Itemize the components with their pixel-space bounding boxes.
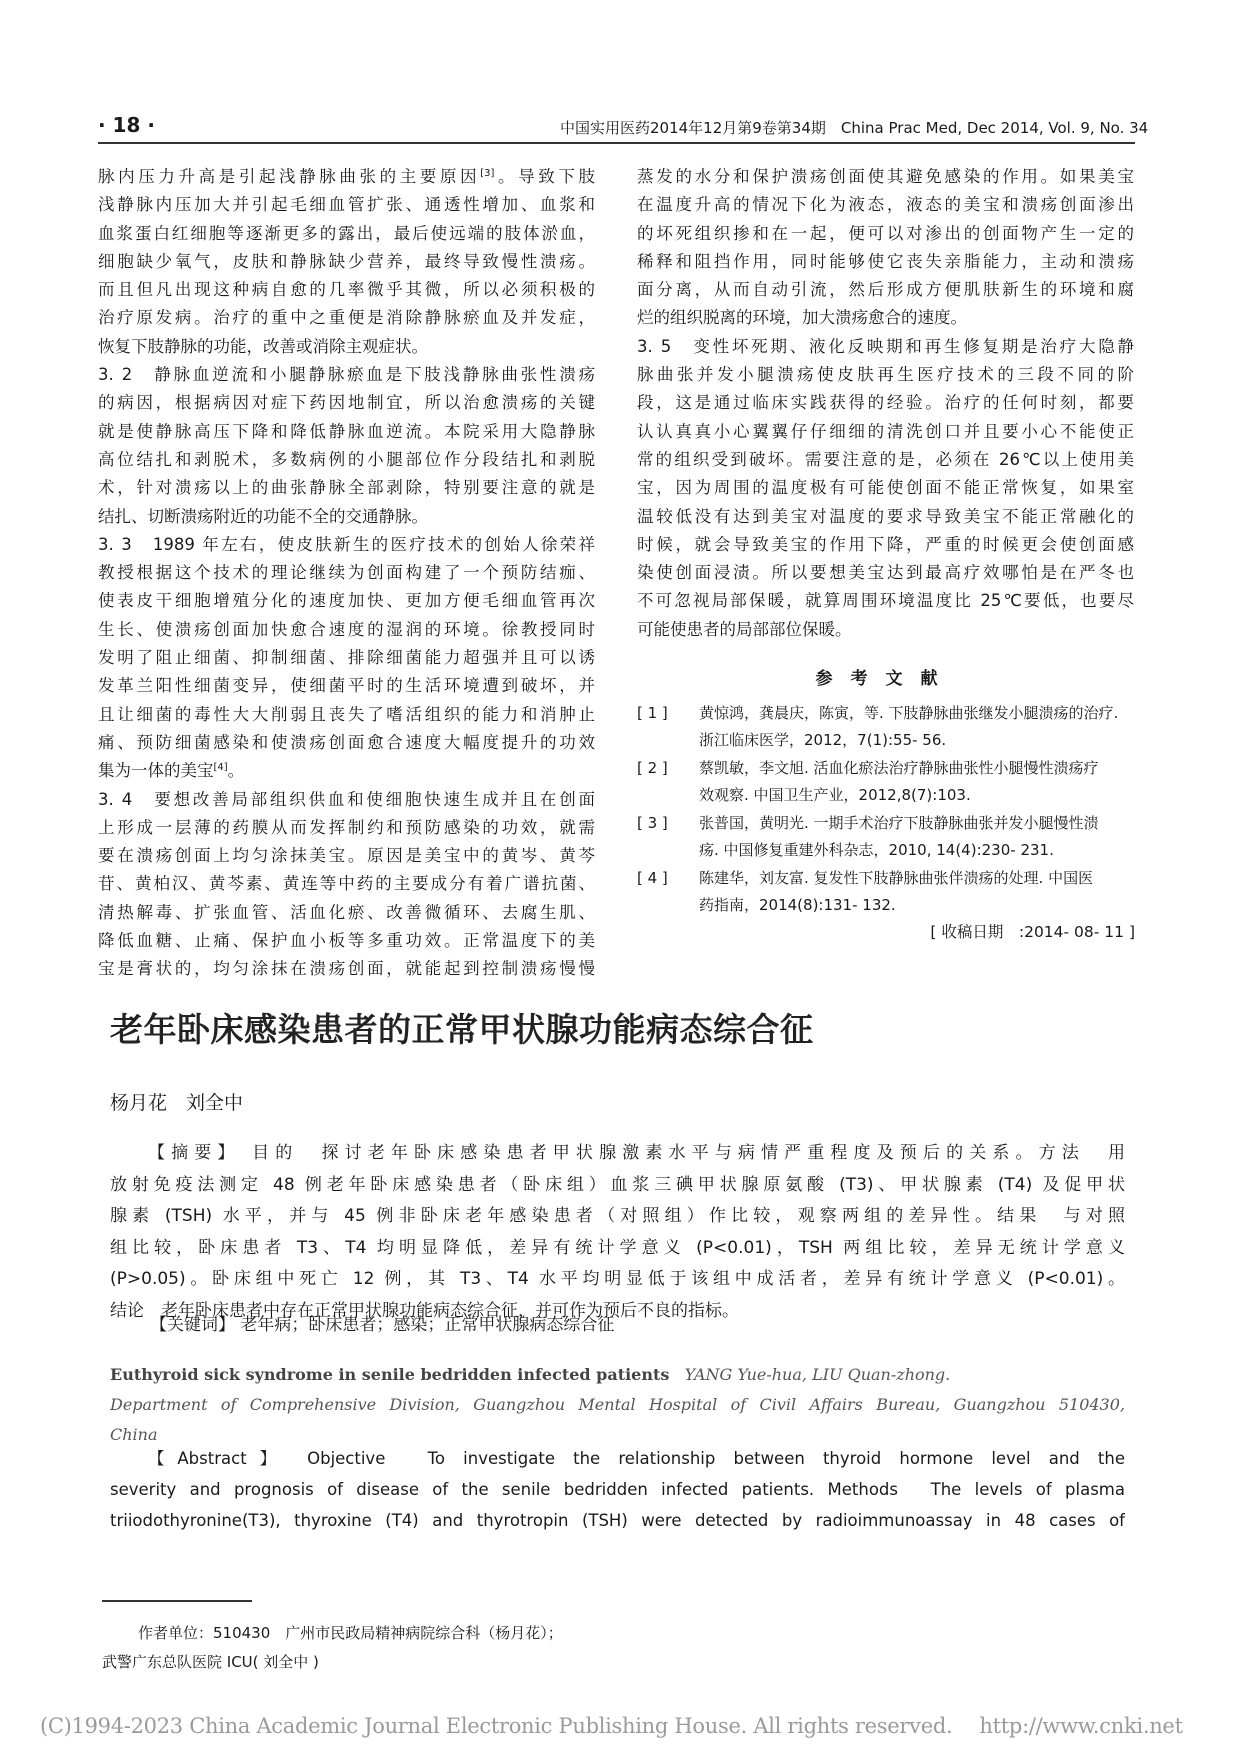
abstract-line: 放射免疫法测定 48 例老年卧床感染患者（卧床组）血浆三碘甲状腺原氨酸 (T3)、甲状腺素 (T4) 及促甲状 (110, 1174, 1125, 1195)
left-line: 发革兰阳性细菌变异，使细菌平时的生活环境遭到破坏，并 (98, 676, 595, 696)
english-affiliation: China (110, 1425, 158, 1444)
chinese-abstract (110, 1138, 1125, 1327)
author-affiliation-footnote: 作者单位：510430 广州市民政局精神病院综合科（杨月花）； (138, 1624, 563, 1642)
right-line: 蒸发的水分和保护溃疡创面使其避免感染的作用。如果美宝 (637, 167, 1134, 186)
left-line: 痛、预防细菌感染和使溃疡创面愈合速度大幅度提升的功效 (98, 732, 595, 752)
abstract-line: 腺素 (TSH) 水平，并与 45 例非卧床老年感染患者（对照组）作比较，观察两组的差异性。结果 与对照 (110, 1206, 1125, 1226)
right-line: 在温度升高的情况下化为液态，液态的美宝和溃疡创面渗出 (637, 195, 1134, 215)
reference-number: [ 2 ] (637, 759, 668, 777)
right-column (637, 163, 1134, 644)
english-authors: YANG Yue-hua, LIU Quan-zhong. (684, 1365, 951, 1384)
english-affiliation: Department of Comprehensive Division, Guangzhou Mental Hospital of Civil Affairs Bureau, Guangzhou 510430, (110, 1395, 1125, 1414)
right-line: 染使创面浸渍。所以要想美宝达到最高疗效哪怕是在严冬也 (637, 563, 1134, 583)
right-line: 脉曲张并发小腿溃疡使皮肤再生医疗技术的三段不同的阶 (637, 365, 1134, 385)
english-abstract (110, 1443, 1125, 1536)
page-number: · 18 · (98, 113, 155, 137)
right-line: 面分离，从而自动引流，然后形成方便肌肤新生的环境和腐 (637, 280, 1134, 300)
journal-running-header: 中国实用医药2014年12月第9卷第34期 China Prac Med, Dec 2014, Vol. 9, No. 34 (560, 119, 1149, 137)
reference-item (637, 865, 1134, 919)
right-line: 的坏死组织掺和在一起，便可以对渗出的创面物产生一定的 (637, 223, 1134, 243)
abstract-line: 结论 老年卧床患者中存在正常甲状腺功能病态综合征，并可作为预后不良的指标。 (110, 1300, 739, 1321)
left-line: 集为一体的美宝[4]。 (98, 761, 245, 781)
left-line: 就是使静脉高压下降和降低静脉血逆流。本院采用大隐静脉 (98, 421, 595, 441)
right-line: 段，这是通过临床实践获得的经验。治疗的任何时刻，都要 (637, 393, 1134, 413)
reference-number: [ 3 ] (637, 814, 668, 832)
reference-item (637, 755, 1134, 809)
english-abstract-line: severity and prognosis of disease of the senile bedridden infected patients. Methods The levels of plasma (110, 1480, 1125, 1499)
right-line: 时候，就会导致美宝的作用下降，严重的时候更会使创面感 (637, 534, 1134, 554)
english-title: Euthyroid sick syndrome in senile bedridden infected patients (110, 1365, 670, 1384)
left-line: 生长、使溃疡创面加快愈合速度的湿润的环境。徐教授同时 (98, 619, 595, 639)
left-line: 结扎、切断溃疡附近的功能不全的交通静脉。 (98, 506, 428, 526)
right-line: 宝，因为周围的温度极有可能使创面不能正常恢复，如果室 (637, 478, 1134, 498)
left-line: 宝是膏状的，均匀涂抹在溃疡创面，就能起到控制溃疡慢慢 (98, 959, 595, 979)
received-date: [ 收稿日期 :2014- 08- 11 ] (930, 923, 1135, 941)
left-line: 的病因，根据病因对症下药因地制宜，所以治愈溃疡的关键 (98, 393, 595, 413)
left-line: 苷、黄柏汉、黄芩素、黄连等中药的主要成分有着广谱抗菌、 (98, 874, 595, 894)
abstract-line: (P>0.05)。卧床组中死亡 12 例，其 T3、T4 水平均明显低于该组中成活者，差异有统计学意义 (P<0.01)。 (110, 1269, 1125, 1289)
reference-text: 浙江临床医学，2012，7(1):55- 56. (699, 731, 947, 749)
section-3-4-line: 3. 4 要想改善局部组织供血和使细胞快速生成并且在创面 (98, 789, 595, 809)
citation-superscript: [3] (480, 168, 495, 179)
right-line: 烂的组织脱离的环境，加大溃疡愈合的速度。 (637, 308, 967, 328)
left-line: 血浆蛋白红细胞等逐渐更多的露出，最后使远端的肢体淤血， (98, 223, 595, 243)
abstract-line: 【摘要】 目的 探讨老年卧床感染患者甲状腺激素水平与病情严重程度及预后的关系。方法 用 (148, 1143, 1125, 1163)
left-line: 发明了阻止细菌、抑制细菌、排除细菌能力超强并且可以诱 (98, 648, 595, 668)
reference-text: 药指南，2014(8):131- 132. (699, 896, 896, 914)
left-line: 要在溃疡创面上均匀涂抹美宝。原因是美宝中的黄岑、黄芩 (98, 846, 595, 866)
right-line: 可能使患者的局部部位保暖。 (637, 619, 852, 639)
footnote-rule (102, 1600, 252, 1602)
left-line: 治疗原发病。治疗的重中之重便是消除静脉瘀血及并发症， (98, 308, 595, 328)
right-line: 稀释和阻挡作用，同时能够使它丧失亲脂能力，主动和溃疡 (637, 251, 1134, 271)
section-3-5-line: 3. 5 变性坏死期、液化反映期和再生修复期是治疗大隐静 (637, 336, 1134, 356)
section-3-2-line: 3. 2 静脉血逆流和小腿静脉瘀血是下肢浅静脉曲张性溃疡 (98, 365, 595, 385)
reference-text: 蔡凯敏，李文旭. 活血化瘀法治疗静脉曲张性小腿慢性溃疡疗 (699, 759, 1099, 777)
header-rule (98, 142, 1135, 144)
left-line: 而且但凡出现这种病自愈的几率微乎其微，所以必须积极的 (98, 280, 595, 300)
left-line: 清热解毒、扩张血管、活血化瘀、改善微循环、去腐生肌、 (98, 902, 595, 922)
reference-item (637, 700, 1134, 754)
article-title: 老年卧床感染患者的正常甲状腺功能病态综合征 (110, 1010, 814, 1049)
reference-text: 疡. 中国修复重建外科杂志，2010, 14(4):230- 231. (699, 841, 1054, 859)
left-line: 脉内压力升高是引起浅静脉曲张的主要原因[3]。导致下肢 (98, 167, 595, 186)
left-line: 高位结扎和剥脱术，多数病例的小腿部位作分段结扎和剥脱 (98, 449, 595, 469)
copyright-notice: (C)1994-2023 China Academic Journal Electronic Publishing House. All rights reserved. http://www.cnki.net (40, 1714, 1183, 1738)
reference-text: 张普国，黄明光. 一期手术治疗下肢静脉曲张并发小腿慢性溃 (699, 814, 1099, 832)
references-heading: 参考文献 (815, 669, 956, 689)
english-title-line (110, 1360, 1125, 1390)
right-line: 不可忽视局部保暖，就算周围环境温度比 25℃要低，也要尽 (637, 591, 1134, 611)
reference-text: 效观察. 中国卫生产业，2012,8(7):103. (699, 786, 971, 804)
left-line: 细胞缺少氧气，皮肤和静脉缺少营养，最终导致慢性溃疡。 (98, 251, 595, 271)
keywords: 【关键词】 老年病；卧床患者；感染；正常甲状腺病态综合征 (150, 1315, 615, 1335)
left-line: 恢复下肢静脉的功能，改善或消除主观症状。 (98, 336, 428, 356)
right-line: 常的组织受到破坏。需要注意的是，必须在 26℃以上使用美 (637, 449, 1134, 469)
reference-number: [ 1 ] (637, 704, 668, 722)
abstract-line: 组比较，卧床患者 T3、T4 均明显降低，差异有统计学意义 (P<0.01)，TSH 两组比较，差异无统计学意义 (110, 1237, 1125, 1258)
left-line: 降低血糖、止痛、保护血小板等多重功效。正常温度下的美 (98, 931, 595, 951)
citation-superscript: [4] (213, 762, 228, 774)
left-line: 使表皮干细胞增殖分化的速度加快、更加方便毛细血管再次 (98, 591, 595, 611)
author-affiliation-footnote: 武警广东总队医院 ICU( 刘全中 ) (102, 1653, 319, 1671)
left-line: 浅静脉内压加大并引起毛细血管扩张、通透性增加、血浆和 (98, 195, 595, 215)
english-heading (110, 1360, 1125, 1450)
article-authors: 杨月花 刘全中 (110, 1092, 244, 1114)
reference-item (637, 810, 1134, 864)
left-column (98, 163, 595, 984)
right-line: 认认真真小心翼翼仔仔细细的清洗创口并且要小心不能使正 (637, 421, 1134, 441)
left-line: 且让细菌的毒性大大削弱且丧失了嗜活组织的能力和消肿止 (98, 704, 595, 724)
right-line: 温较低没有达到美宝对温度的要求导致美宝不能正常融化的 (637, 506, 1134, 526)
left-line: 上形成一层薄的药膜从而发挥制约和预防感染的功效，就需 (98, 817, 595, 837)
english-abstract-line: triiodothyronine(T3), thyroxine (T4) and thyrotropin (TSH) were detected by radioimmunoassay in 48 cases of (110, 1511, 1125, 1530)
section-3-3-line: 3. 3 1989 年左右，使皮肤新生的医疗技术的创始人徐荣祥 (98, 534, 595, 554)
reference-number: [ 4 ] (637, 869, 668, 887)
reference-text: 黄惊鸿，龚晨庆，陈寅，等. 下肢静脉曲张继发小腿溃疡的治疗. (699, 704, 1119, 722)
left-line: 术，针对溃疡以上的曲张静脉全部剥除，特别要注意的就是 (98, 478, 595, 498)
reference-text: 陈建华，刘友富. 复发性下肢静脉曲张伴溃疡的处理. 中国医 (699, 869, 1094, 887)
left-line: 教授根据这个技术的理论继续为创面构建了一个预防结痂、 (98, 563, 595, 583)
english-abstract-line: 【Abstract】 Objective To investigate the relationship between thyroid hormone level and the (148, 1449, 1125, 1468)
